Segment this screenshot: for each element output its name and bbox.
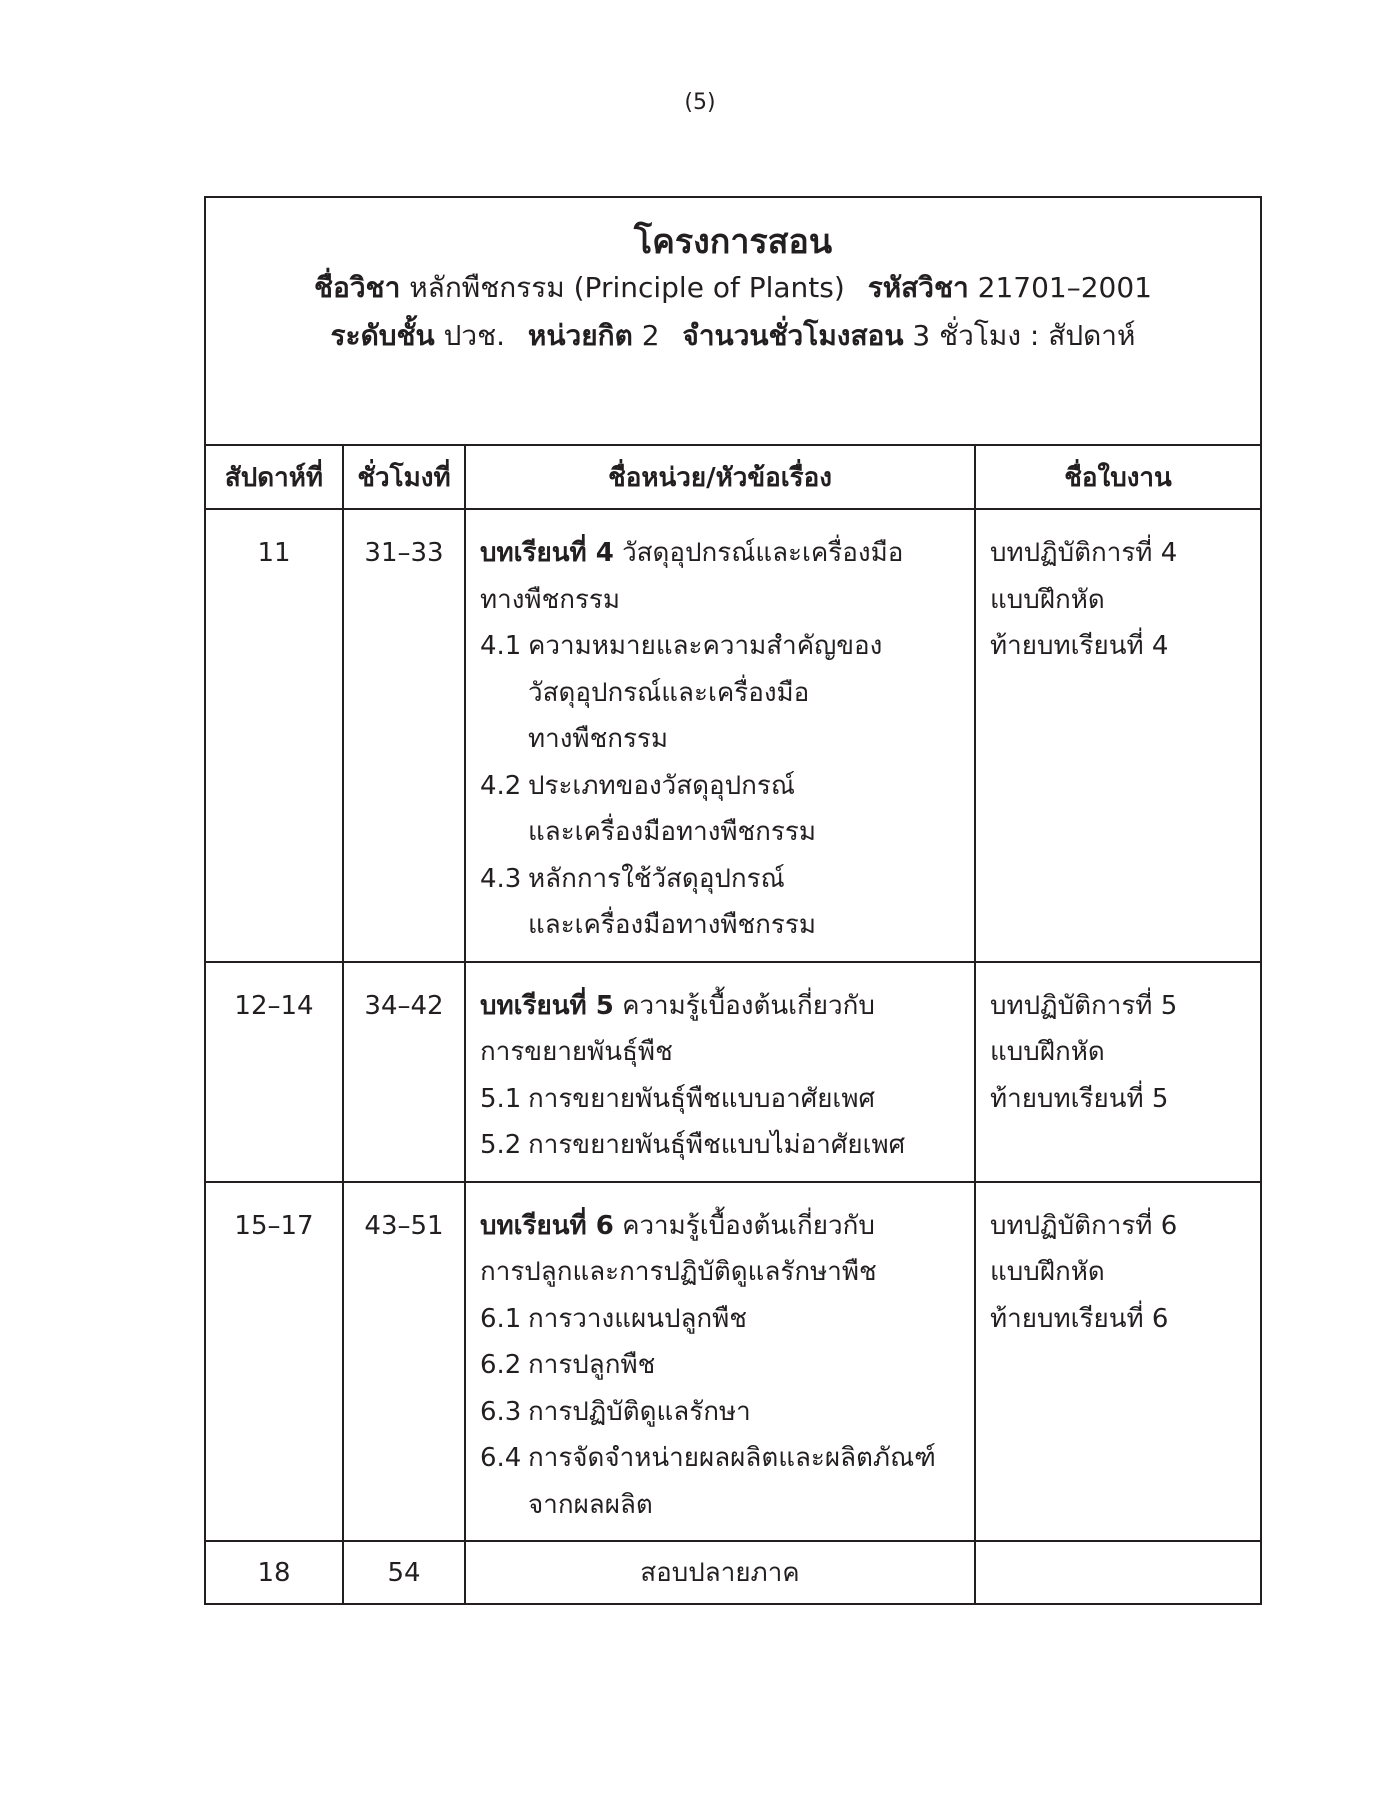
subtopic-text: การปฏิบัติดูแลรักษา — [528, 1396, 751, 1427]
worksheet-cell — [975, 1182, 1260, 1542]
lesson-title-continued: ทางพืชกรรม — [480, 584, 621, 615]
page-number: (5) — [684, 90, 716, 115]
worksheet-cell — [975, 1541, 1260, 1603]
worksheet-line: แบบฝึกหัด — [990, 1037, 1105, 1067]
subtopic — [480, 1389, 960, 1436]
level-label: ระดับชั้น — [330, 319, 435, 352]
subject-line — [206, 264, 1260, 312]
subtopic — [480, 623, 960, 763]
topic-cell — [465, 962, 975, 1182]
subtopic-text: การปลูกพืช — [528, 1350, 656, 1380]
table-row — [206, 1541, 1260, 1603]
subtopic-text: การวางแผนปลูกพืช — [528, 1303, 747, 1334]
final-exam-cell: สอบปลายภาค — [465, 1541, 975, 1603]
worksheet-line: บทปฏิบัติการที่ 4 — [990, 538, 1178, 568]
worksheet-cell — [975, 509, 1260, 962]
subject-label: ชื่อวิชา — [314, 271, 401, 304]
table-row — [206, 1182, 1260, 1542]
subtopic-text: ประเภทของวัสดุอุปกรณ์ — [528, 770, 795, 801]
week-cell: 15–17 — [206, 1182, 343, 1542]
subtopic-text: วัสดุอุปกรณ์และเครื่องมือ — [528, 677, 810, 708]
subtopic — [480, 1342, 960, 1389]
worksheet-cell — [975, 962, 1260, 1182]
subtopic — [480, 1435, 960, 1528]
subtopic-number: 6.4 — [480, 1443, 522, 1473]
lesson-label: บทเรียนที่ 6 — [480, 1210, 614, 1241]
table-row — [206, 509, 1260, 962]
worksheet-line: ท้ายบทเรียนที่ 5 — [990, 1083, 1169, 1114]
subtopic-number: 6.1 — [480, 1303, 522, 1334]
lesson-title-continued: การขยายพันธุ์พืช — [480, 1037, 673, 1067]
hours-cell: 43–51 — [343, 1182, 465, 1542]
topic-cell — [465, 1182, 975, 1542]
subtopic-text: การจัดจำหน่ายผลผลิตและผลิตภัณฑ์ — [528, 1443, 936, 1473]
column-header-hours: ชั่วโมงที่ — [343, 446, 465, 509]
hours-label: จำนวนชั่วโมงสอน — [682, 319, 904, 352]
code-label: รหัสวิชา — [867, 271, 969, 304]
subtopic-text: ทางพืชกรรม — [528, 724, 669, 754]
subtopic — [480, 1076, 960, 1123]
hours-cell: 31–33 — [343, 509, 465, 962]
worksheet-line: ท้ายบทเรียนที่ 6 — [990, 1303, 1169, 1334]
hours-cell: 54 — [343, 1541, 465, 1603]
subtopic — [480, 1296, 960, 1343]
lesson-label: บทเรียนที่ 5 — [480, 990, 614, 1021]
schedule-table — [206, 446, 1260, 1603]
lesson-title: ความรู้เบื้องต้นเกี่ยวกับ — [622, 990, 875, 1021]
table-row — [206, 962, 1260, 1182]
worksheet-line: แบบฝึกหัด — [990, 584, 1105, 615]
course-plan-header — [206, 198, 1260, 446]
worksheet-line: ท้ายบทเรียนที่ 4 — [990, 631, 1169, 661]
subtopic-text: ความหมายและความสำคัญของ — [528, 631, 883, 661]
subtopic — [480, 763, 960, 856]
subtopic-text: การขยายพันธุ์พืชแบบอาศัยเพศ — [528, 1083, 875, 1114]
credit-label: หน่วยกิต — [527, 319, 633, 352]
hours-cell: 34–42 — [343, 962, 465, 1182]
subtopic-text: จากผลผลิต — [528, 1489, 653, 1520]
subtopic-number: 4.1 — [480, 631, 522, 661]
subtopic-number: 6.2 — [480, 1350, 522, 1380]
topic-cell — [465, 509, 975, 962]
table-header-row — [206, 446, 1260, 509]
subtopic — [480, 856, 960, 949]
lesson-label: บทเรียนที่ 4 — [480, 538, 614, 568]
subtopic-number: 5.1 — [480, 1083, 522, 1114]
subtopic-number: 4.3 — [480, 863, 522, 894]
worksheet-line: บทปฏิบัติการที่ 6 — [990, 1210, 1178, 1241]
level-value: ปวช. — [443, 319, 505, 352]
subtopic-text: การขยายพันธุ์พืชแบบไม่อาศัยเพศ — [528, 1130, 906, 1160]
worksheet-line: แบบฝึกหัด — [990, 1257, 1105, 1287]
credit-value: 2 — [641, 319, 660, 352]
column-header-topic: ชื่อหน่วย/หัวข้อเรื่อง — [465, 446, 975, 509]
lesson-title: ความรู้เบื้องต้นเกี่ยวกับ — [622, 1210, 875, 1241]
level-line — [206, 312, 1260, 360]
page-title: โครงการสอน — [633, 222, 833, 262]
hours-value: 3 ชั่วโมง : สัปดาห์ — [912, 319, 1136, 352]
week-cell: 12–14 — [206, 962, 343, 1182]
subtopic-text: และเครื่องมือทางพืชกรรม — [528, 817, 816, 847]
subtopic-number: 5.2 — [480, 1130, 522, 1160]
column-header-worksheet: ชื่อใบงาน — [975, 446, 1260, 509]
lesson-title: วัสดุอุปกรณ์และเครื่องมือ — [622, 538, 904, 568]
course-plan-frame — [204, 196, 1262, 1605]
lesson-title-continued: การปลูกและการปฏิบัติดูแลรักษาพืช — [480, 1257, 877, 1287]
week-cell: 18 — [257, 1558, 291, 1588]
code-value: 21701–2001 — [977, 271, 1152, 304]
column-header-week: สัปดาห์ที่ — [206, 446, 343, 509]
week-cell: 11 — [206, 509, 343, 962]
subject-value: หลักพืชกรรม (Principle of Plants) — [409, 271, 845, 304]
worksheet-line: บทปฏิบัติการที่ 5 — [990, 990, 1178, 1021]
subtopic-text: และเครื่องมือทางพืชกรรม — [528, 910, 816, 940]
subtopic-number: 6.3 — [480, 1396, 522, 1427]
subtopic — [480, 1122, 960, 1169]
subtopic-text: หลักการใช้วัสดุอุปกรณ์ — [528, 863, 785, 894]
subtopic-number: 4.2 — [480, 770, 522, 801]
